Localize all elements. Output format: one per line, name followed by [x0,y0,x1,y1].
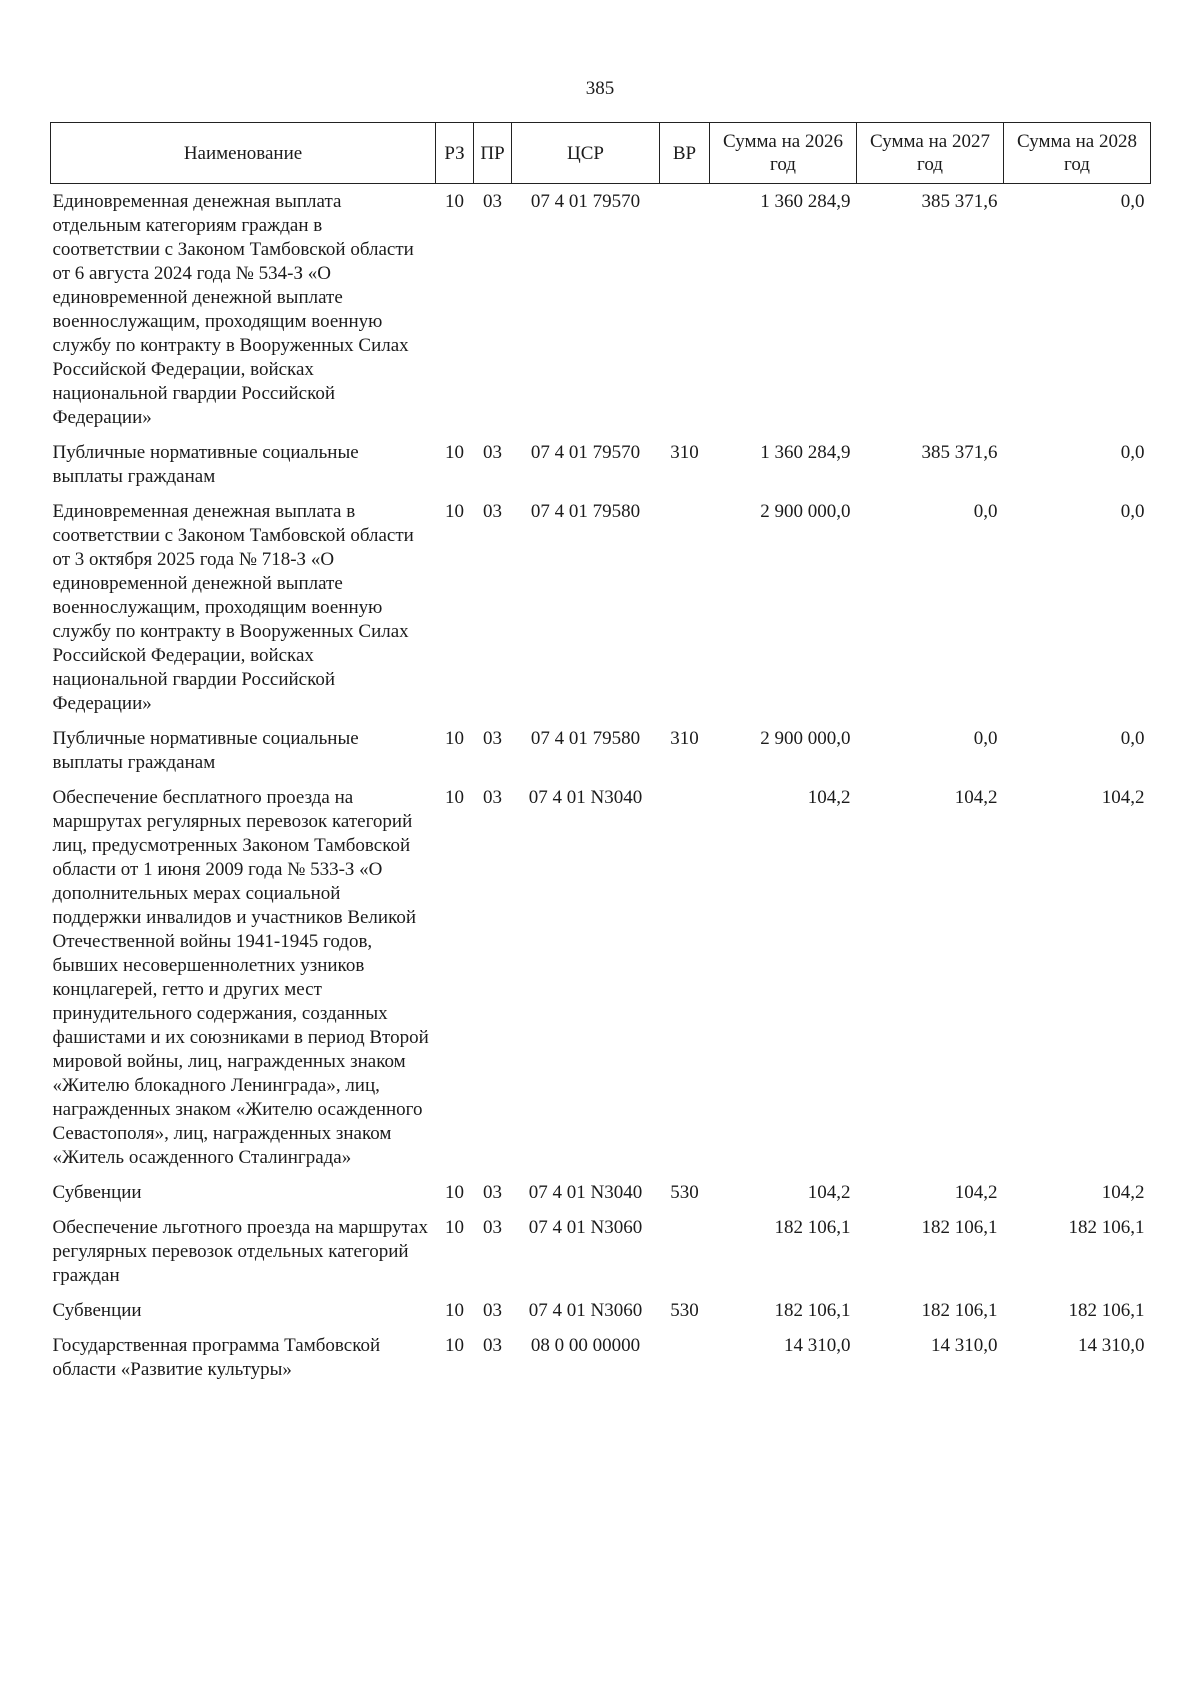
row-sum-2028: 14 310,0 [1078,1335,1145,1356]
row-sum-2026: 2 900 000,0 [760,728,851,749]
row-csr: 07 4 01 79570 [530,442,641,463]
row-name: Публичные нормативные социальные выплаты гражданам [52,442,359,487]
table-row [51,1175,1151,1210]
header-sum-2027: Сумма на 2027 год [857,123,1004,184]
row-csr: 07 4 01 79580 [530,501,641,522]
row-name: Единовременная денежная выплата в соответствии с Законом Тамбовской области от 3 октября 2025 года № 718-З «О единовременной денежной выплате военнослужащим, проходящим военную службу по контракту в Вооруженных Силах Российской Федерации, войсках национальной гвардии Российской Федерации» [52,501,414,714]
table-row [51,1293,1151,1328]
row-sum-2026: 14 310,0 [784,1335,851,1356]
table-row [51,1328,1151,1387]
header-sum-2026: Сумма на 2026 год [710,123,857,184]
row-sum-2026: 182 106,1 [774,1300,851,1321]
table-header [51,123,1151,184]
row-csr: 07 4 01 79570 [530,191,641,212]
row-sum-2027: 0,0 [973,728,998,749]
row-rz: 10 [445,1182,464,1203]
row-sum-2028: 0,0 [1120,728,1145,749]
row-pr: 03 [483,1217,502,1238]
row-csr: 07 4 01 N3060 [528,1300,643,1321]
row-rz: 10 [445,1335,464,1356]
row-csr: 07 4 01 N3040 [528,1182,643,1203]
row-pr: 03 [483,442,502,463]
row-name: Единовременная денежная выплата отдельным категориям граждан в соответствии с Законом Тамбовской области от 6 августа 2024 года № 534-З «О единовременной денежной выплате военнослужащим, проходящим военную службу по контракту в Вооруженных Силах Российской Федерации, войсках национальной гвардии Российской Федерации» [52,191,414,428]
row-name: Субвенции [52,1182,142,1203]
row-vr: 530 [670,1182,699,1203]
row-sum-2026: 1 360 284,9 [760,191,851,212]
row-sum-2026: 104,2 [807,787,851,808]
row-sum-2027: 104,2 [954,1182,998,1203]
header-pr: ПР [474,123,512,184]
row-vr [660,1328,710,1387]
row-rz: 10 [445,191,464,212]
row-sum-2028: 104,2 [1101,1182,1145,1203]
row-name: Обеспечение бесплатного проезда на маршрутах регулярных перевозок категорий лиц, предусмотренных Законом Тамбовской области от 1 июня 2009 года № 533-З «О дополнительных мерах социальной поддержки инвалидов и участников Великой Отечественной войны 1941-1945 годов, бывших несовершеннолетних узников концлагерей, гетто и других мест принудительного содержания, созданных фашистами и их союзниками в период Второй мировой войны, лиц, награжденных знаком «Жителю блокадного Ленинграда», лиц, награжденных знаком «Жителю осажденного Севастополя», лиц, награжденных знаком «Житель осажденного Сталинграда» [52,787,429,1168]
table-row [51,435,1151,494]
row-pr: 03 [483,501,502,522]
row-sum-2027: 182 106,1 [921,1300,998,1321]
budget-table [50,122,1151,1387]
table-body [51,184,1151,1388]
row-name: Субвенции [52,1300,142,1321]
row-rz: 10 [445,1300,464,1321]
table-row [51,1210,1151,1293]
row-sum-2028: 104,2 [1101,787,1145,808]
row-name: Обеспечение льготного проезда на маршрутах регулярных перевозок отдельных категорий граждан [52,1217,428,1286]
header-vr: ВР [660,123,710,184]
row-sum-2028: 182 106,1 [1068,1300,1145,1321]
row-sum-2027: 385 371,6 [921,191,998,212]
row-sum-2026: 1 360 284,9 [760,442,851,463]
page-number: 385 [585,78,615,99]
row-sum-2028: 0,0 [1120,191,1145,212]
row-vr [660,494,710,721]
table-row [51,184,1151,436]
row-sum-2027: 182 106,1 [921,1217,998,1238]
header-row [51,123,1151,184]
row-sum-2027: 385 371,6 [921,442,998,463]
row-csr: 07 4 01 79580 [530,728,641,749]
row-sum-2028: 0,0 [1120,501,1145,522]
table-row [51,780,1151,1175]
row-vr: 310 [670,728,699,749]
row-vr: 530 [670,1300,699,1321]
row-csr: 08 0 00 00000 [530,1335,641,1356]
header-sum-2028: Сумма на 2028 год [1004,123,1151,184]
row-rz: 10 [445,787,464,808]
row-pr: 03 [483,1335,502,1356]
row-sum-2026: 104,2 [807,1182,851,1203]
row-name: Государственная программа Тамбовской области «Развитие культуры» [52,1335,381,1380]
header-name: Наименование [51,123,436,184]
row-csr: 07 4 01 N3060 [528,1217,643,1238]
row-rz: 10 [445,442,464,463]
row-rz: 10 [445,728,464,749]
row-vr [660,184,710,436]
row-sum-2026: 182 106,1 [774,1217,851,1238]
table-row [51,721,1151,780]
row-csr: 07 4 01 N3040 [528,787,643,808]
row-pr: 03 [483,1182,502,1203]
row-sum-2027: 14 310,0 [931,1335,998,1356]
row-vr: 310 [670,442,699,463]
row-sum-2028: 0,0 [1120,442,1145,463]
row-rz: 10 [445,1217,464,1238]
row-sum-2026: 2 900 000,0 [760,501,851,522]
row-pr: 03 [483,787,502,808]
table-row [51,494,1151,721]
row-pr: 03 [483,191,502,212]
row-sum-2028: 182 106,1 [1068,1217,1145,1238]
row-sum-2027: 104,2 [954,787,998,808]
row-rz: 10 [445,501,464,522]
row-pr: 03 [483,728,502,749]
row-sum-2027: 0,0 [973,501,998,522]
header-csr: ЦСР [512,123,660,184]
row-name: Публичные нормативные социальные выплаты гражданам [52,728,359,773]
header-rz: РЗ [436,123,474,184]
row-vr [660,1210,710,1293]
row-vr [660,780,710,1175]
row-pr: 03 [483,1300,502,1321]
